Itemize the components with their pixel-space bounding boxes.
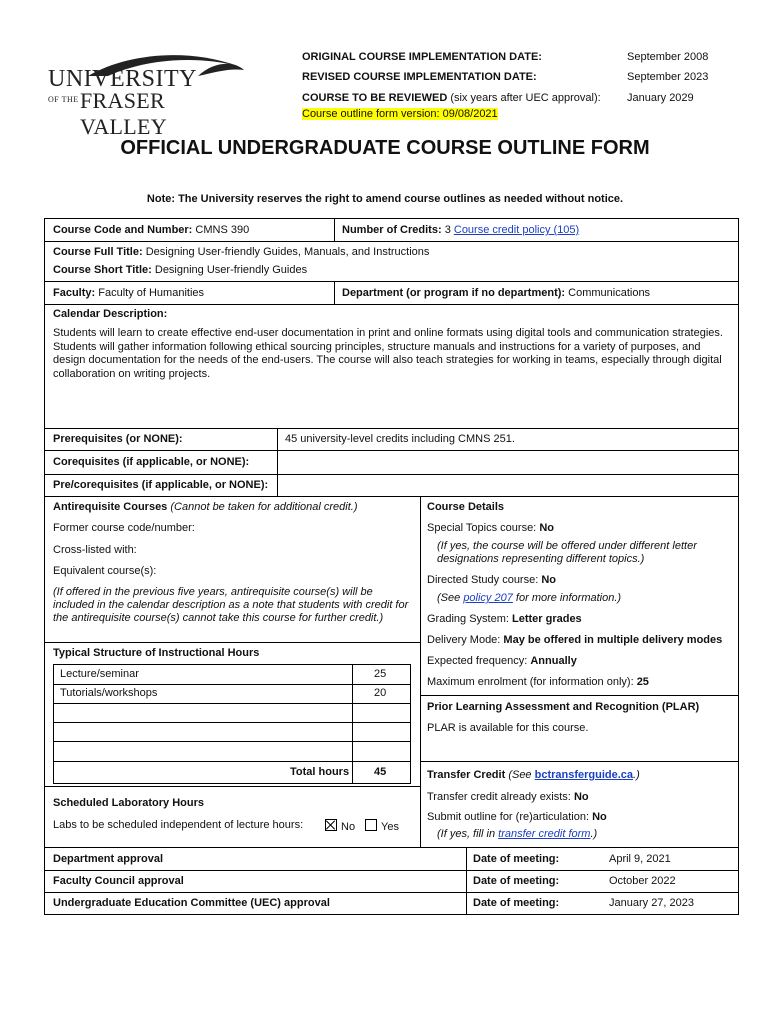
grading-system: Grading System: Letter grades — [427, 613, 582, 625]
logo-university: UNIVERSITY — [48, 66, 197, 92]
approval-date: January 27, 2023 — [609, 897, 695, 909]
full-title: Course Full Title: Designing User-friendly Guides, Manuals, and Instructions — [53, 246, 430, 258]
rev-date-label: REVISED COURSE IMPLEMENTATION DATE: — [302, 71, 537, 83]
directed-note: (See policy 207 for more information.) — [437, 592, 622, 604]
faculty: Faculty: Faculty of Humanities — [53, 287, 205, 299]
total-hours-value: 45 — [374, 766, 387, 778]
short-title: Course Short Title: Designing User-friendly Guides — [53, 264, 308, 276]
checkbox-icon[interactable] — [365, 819, 377, 831]
max-enrolment: Maximum enrolment (for information only): 25 — [427, 676, 649, 688]
transfer-credit-form-link[interactable]: transfer credit form — [498, 828, 591, 840]
approval-label: Faculty Council approval — [53, 875, 184, 887]
hours-heading: Typical Structure of Instructional Hours — [53, 647, 260, 659]
delivery-mode: Delivery Mode: May be offered in multiple delivery modes — [427, 634, 723, 646]
submit-outline: Submit outline for (re)articulation: No — [427, 811, 607, 823]
calendar-description: Students will learn to create effective end-user documentation in print and online formats using digital tools and communication strategies. Students will gather information following ethical sourcing principles, structure manuals and instructions for a variety of purposes, and design documentation for the needs of the end-users. The course will also teach strategies for working in teams, especially through digital collaboration on writing projects. — [53, 327, 723, 380]
lab-yes-option[interactable]: Yes — [365, 819, 399, 834]
special-note-2: designations representing different topics.) — [437, 553, 645, 565]
former-code: Former course code/number: — [53, 522, 195, 534]
plar-text: PLAR is available for this course. — [427, 722, 589, 734]
details-heading: Course Details — [427, 501, 505, 513]
rev-date-value: September 2023 — [627, 71, 709, 83]
cross-listed: Cross-listed with: — [53, 544, 137, 556]
university-logo — [48, 48, 248, 139]
course-code: Course Code and Number: CMNS 390 — [53, 224, 250, 236]
hours-row-name: Tutorials/workshops — [60, 687, 158, 699]
course-outline-form — [44, 218, 739, 915]
disclaimer-note: Note: The University reserves the right to amend course outlines as needed without notice. — [146, 193, 624, 205]
transfer-heading: Transfer Credit (See bctransferguide.ca.) — [427, 769, 640, 781]
calendar-label: Calendar Description: — [53, 308, 168, 320]
equivalent-courses: Equivalent course(s): — [53, 565, 157, 577]
lab-question: Labs to be scheduled independent of lecture hours: — [53, 819, 304, 831]
credits: Number of Credits: 3 Course credit policy (105) — [342, 224, 580, 236]
precoreq-label: Pre/corequisites (if applicable, or NONE): — [53, 479, 269, 491]
orig-date-label: ORIGINAL COURSE IMPLEMENTATION DATE: — [302, 51, 542, 63]
total-hours-label: Total hours — [290, 766, 350, 778]
prereq-value: 45 university-level credits including CMNS 251. — [285, 433, 515, 445]
orig-date-value: September 2008 — [627, 51, 709, 63]
review-date-label: COURSE TO BE REVIEWED (six years after UEC approval): — [302, 92, 601, 104]
directed-study: Directed Study course: No — [427, 574, 557, 586]
credit-policy-link[interactable]: Course credit policy (105) — [453, 224, 580, 236]
approval-date: October 2022 — [609, 875, 676, 887]
submit-note: (If yes, fill in transfer credit form.) — [437, 828, 598, 840]
policy-207-link[interactable]: policy 207 — [463, 592, 513, 604]
page-title: OFFICIAL UNDERGRADUATE COURSE OUTLINE FORM — [120, 137, 650, 159]
logo-fraser-valley: FRASER VALLEY — [80, 88, 167, 139]
hours-row-value: 20 — [374, 687, 387, 699]
approval-date-label: Date of meeting: — [473, 897, 560, 909]
prereq-label: Prerequisites (or NONE): — [53, 433, 183, 445]
expected-frequency: Expected frequency: Annually — [427, 655, 577, 667]
lab-heading: Scheduled Laboratory Hours — [53, 797, 204, 809]
plar-heading: Prior Learning Assessment and Recognition (PLAR) — [427, 701, 700, 713]
special-note-1: (If yes, the course will be offered under different letter — [437, 540, 697, 552]
coreq-label: Corequisites (if applicable, or NONE): — [53, 456, 250, 468]
lab-no-option[interactable]: No — [325, 819, 355, 834]
approval-date: April 9, 2021 — [609, 853, 671, 865]
special-topics: Special Topics course: No — [427, 522, 554, 534]
approval-label: Undergraduate Education Committee (UEC) approval — [53, 897, 330, 909]
approval-date-label: Date of meeting: — [473, 853, 560, 865]
form-version: Course outline form version: 09/08/2021 — [302, 108, 498, 120]
approval-date-label: Date of meeting: — [473, 875, 560, 887]
hours-row-value: 25 — [374, 668, 387, 680]
department: Department (or program if no department): Communications — [342, 287, 651, 299]
approval-label: Department approval — [53, 853, 164, 865]
review-date-value: January 2029 — [627, 92, 694, 104]
hours-table — [53, 664, 411, 784]
transfer-exists: Transfer credit already exists: No — [427, 791, 589, 803]
antireq-note: (If offered in the previous five years, antirequisite course(s) will be included in the calendar description as a note that students with credit for the antirequisite course(s) cannot take this course for further credit.) — [53, 586, 409, 624]
checked-checkbox-icon[interactable] — [325, 819, 337, 831]
hours-row-name: Lecture/seminar — [60, 668, 139, 680]
logo-of-the: OF THE — [48, 95, 79, 104]
bctransferguide-link[interactable]: bctransferguide.ca — [534, 769, 634, 781]
antireq-heading: Antirequisite Courses (Cannot be taken for additional credit.) — [53, 501, 358, 513]
